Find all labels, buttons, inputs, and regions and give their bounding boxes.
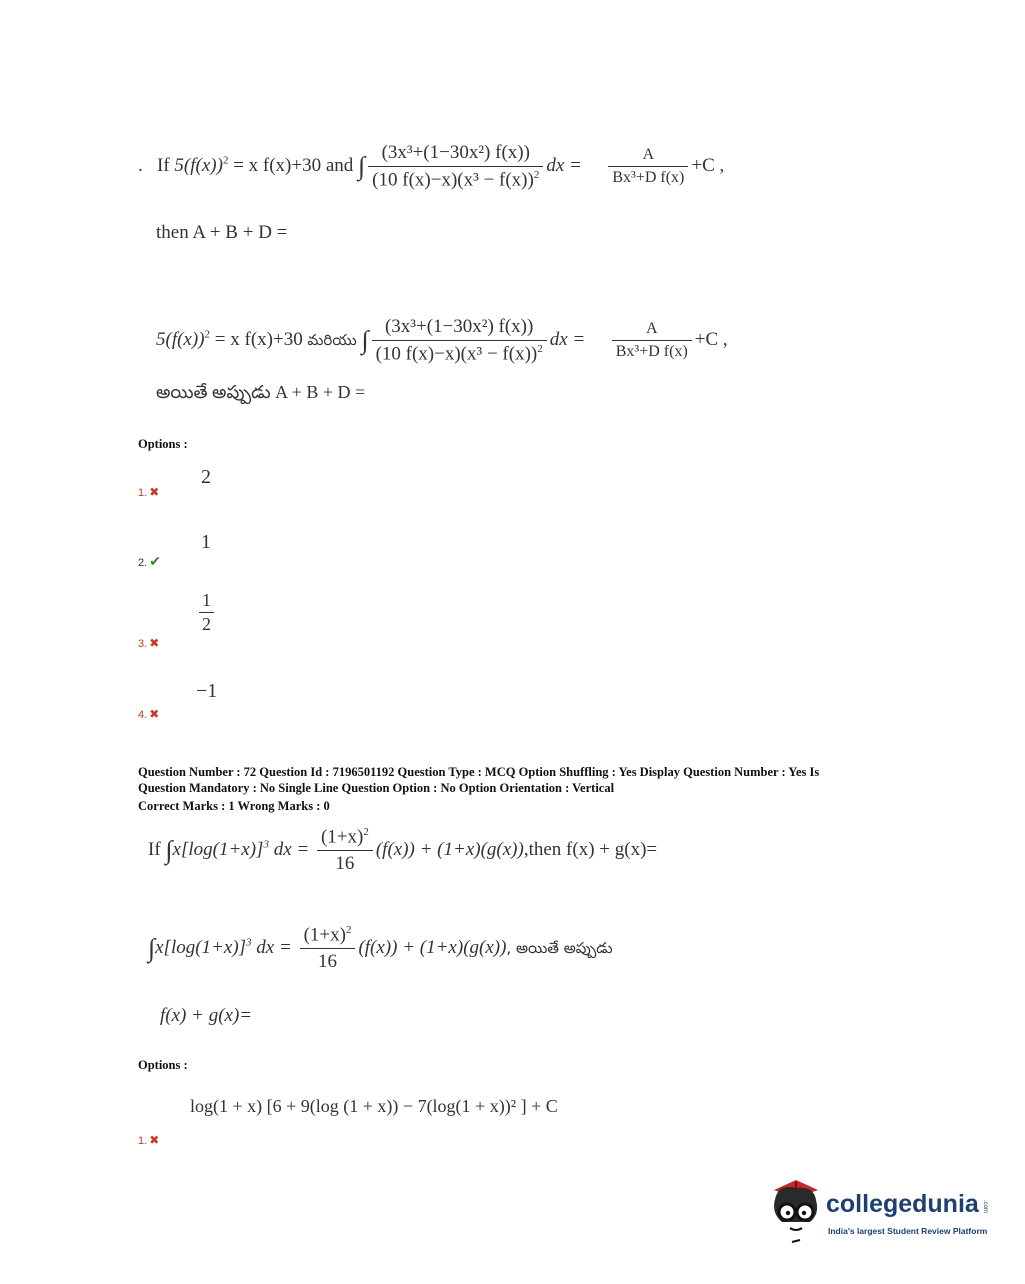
telugu-then-clause: , అయితే అప్పుడు bbox=[506, 939, 613, 958]
coefficient-fraction: $\frac{(1+x)^2}{16}$ bbox=[317, 826, 373, 875]
student-mascot-icon bbox=[766, 1176, 826, 1246]
option-4[interactable]: 4. ✖ bbox=[138, 707, 160, 721]
integral-sign-icon: ∫ bbox=[148, 933, 156, 963]
coefficient-fraction: $\frac{(1+x)^2}{16}$ bbox=[300, 924, 356, 973]
integrand: $x[\log(1+x)]^3$ bbox=[155, 936, 252, 959]
option-2[interactable]: 2. ✔ bbox=[138, 553, 161, 569]
option-3-value: $\frac{1}{2}$ bbox=[199, 590, 214, 635]
option-1[interactable]: 1. ✖ bbox=[138, 485, 160, 499]
option-2-value: 1 bbox=[201, 531, 211, 553]
options-label: Options : bbox=[138, 437, 188, 451]
cross-icon: ✖ bbox=[149, 485, 160, 499]
integrand-fraction: $\frac{\text{(3x³+(1−30x²) f(x))}}{(10 f(x)-x)(x^3 - f(x))^2}$ bbox=[368, 142, 543, 191]
rhs: (f(x)) + (1+x)(g(x)) bbox=[358, 937, 507, 959]
check-icon: ✔ bbox=[149, 553, 161, 569]
question-meta-line-1: Question Number : 72 Question Id : 7196501192 Question Type : MCQ Option Shuffling : Yes Display Question Number : Yes Is bbox=[138, 765, 820, 779]
cross-icon: ✖ bbox=[149, 707, 160, 721]
q72-telugu-statement bbox=[148, 924, 613, 973]
dx: dx = bbox=[546, 155, 582, 177]
integrand-fraction: $\frac{\text{(3x³+(1−30x²) f(x))}}{(10 f(x)-x)(x^3 - f(x))^2}$ bbox=[372, 316, 547, 365]
option-1[interactable]: 1. ✖ bbox=[138, 1133, 160, 1147]
bullet-dot: . bbox=[138, 155, 143, 177]
lhs: $5(f(x))^2$ bbox=[174, 154, 229, 177]
then-clause: ,then f(x) + g(x)= bbox=[523, 839, 658, 861]
dx: dx = bbox=[549, 329, 586, 351]
cross-icon: ✖ bbox=[149, 636, 160, 650]
option-3[interactable]: 3. ✖ bbox=[138, 636, 160, 650]
telugu-and-word: మరియు bbox=[307, 331, 357, 350]
logo-subtitle: India's largest Student Review Platform bbox=[828, 1226, 988, 1236]
rhs-fraction: $\frac{A}{\text{Bx³+D f(x)}}$ bbox=[608, 146, 688, 187]
question-meta-line-2: Question Mandatory : No Single Line Question Option : No Option Orientation : Vertical bbox=[138, 781, 615, 795]
rhs: (f(x)) + (1+x)(g(x)) bbox=[375, 839, 524, 861]
eq-rhs: = x f(x)+30 bbox=[214, 329, 303, 351]
q72-english-statement bbox=[148, 826, 657, 875]
question-marks-line: Correct Marks : 1 Wrong Marks : 0 bbox=[138, 799, 330, 813]
q72-telugu-question: f(x) + g(x)= bbox=[160, 1005, 253, 1026]
rhs-fraction: $\frac{A}{\text{Bx³+D f(x)}}$ bbox=[612, 320, 692, 361]
lhs: $5(f(x))^2$ bbox=[156, 328, 211, 351]
logo-com: .com bbox=[982, 1200, 988, 1214]
q71-english-statement bbox=[138, 142, 724, 191]
integral-sign-icon: ∫ bbox=[361, 325, 369, 355]
integral-sign-icon: ∫ bbox=[358, 151, 366, 181]
option-1-value: 2 bbox=[201, 466, 211, 488]
logo-title: collegedunia bbox=[826, 1190, 979, 1218]
cross-icon: ✖ bbox=[149, 1133, 160, 1147]
option-4-value: −1 bbox=[196, 680, 218, 702]
q71-telugu-question: అయితే అప్పుడు A + B + D = bbox=[156, 382, 366, 402]
option-1-value: log(1 + x) [6 + 9(log (1 + x)) − 7(log(1 + x))² ] + C bbox=[190, 1096, 558, 1116]
and-word: and bbox=[325, 155, 354, 177]
if-word: If bbox=[148, 839, 161, 861]
integral-sign-icon: ∫ bbox=[165, 835, 173, 865]
dx: dx = bbox=[273, 839, 310, 861]
integrand: $x[\log(1+x)]^3$ bbox=[172, 838, 269, 861]
eq-rhs: = x f(x)+30 bbox=[233, 155, 322, 177]
q71-english-question: then A + B + D = bbox=[156, 222, 288, 243]
q71-telugu-statement bbox=[156, 316, 728, 365]
options-label: Options : bbox=[138, 1058, 188, 1072]
plus-c: +C , bbox=[691, 155, 725, 177]
dx: dx = bbox=[256, 937, 292, 959]
if-word: If bbox=[157, 155, 170, 177]
plus-c: +C , bbox=[694, 329, 728, 351]
